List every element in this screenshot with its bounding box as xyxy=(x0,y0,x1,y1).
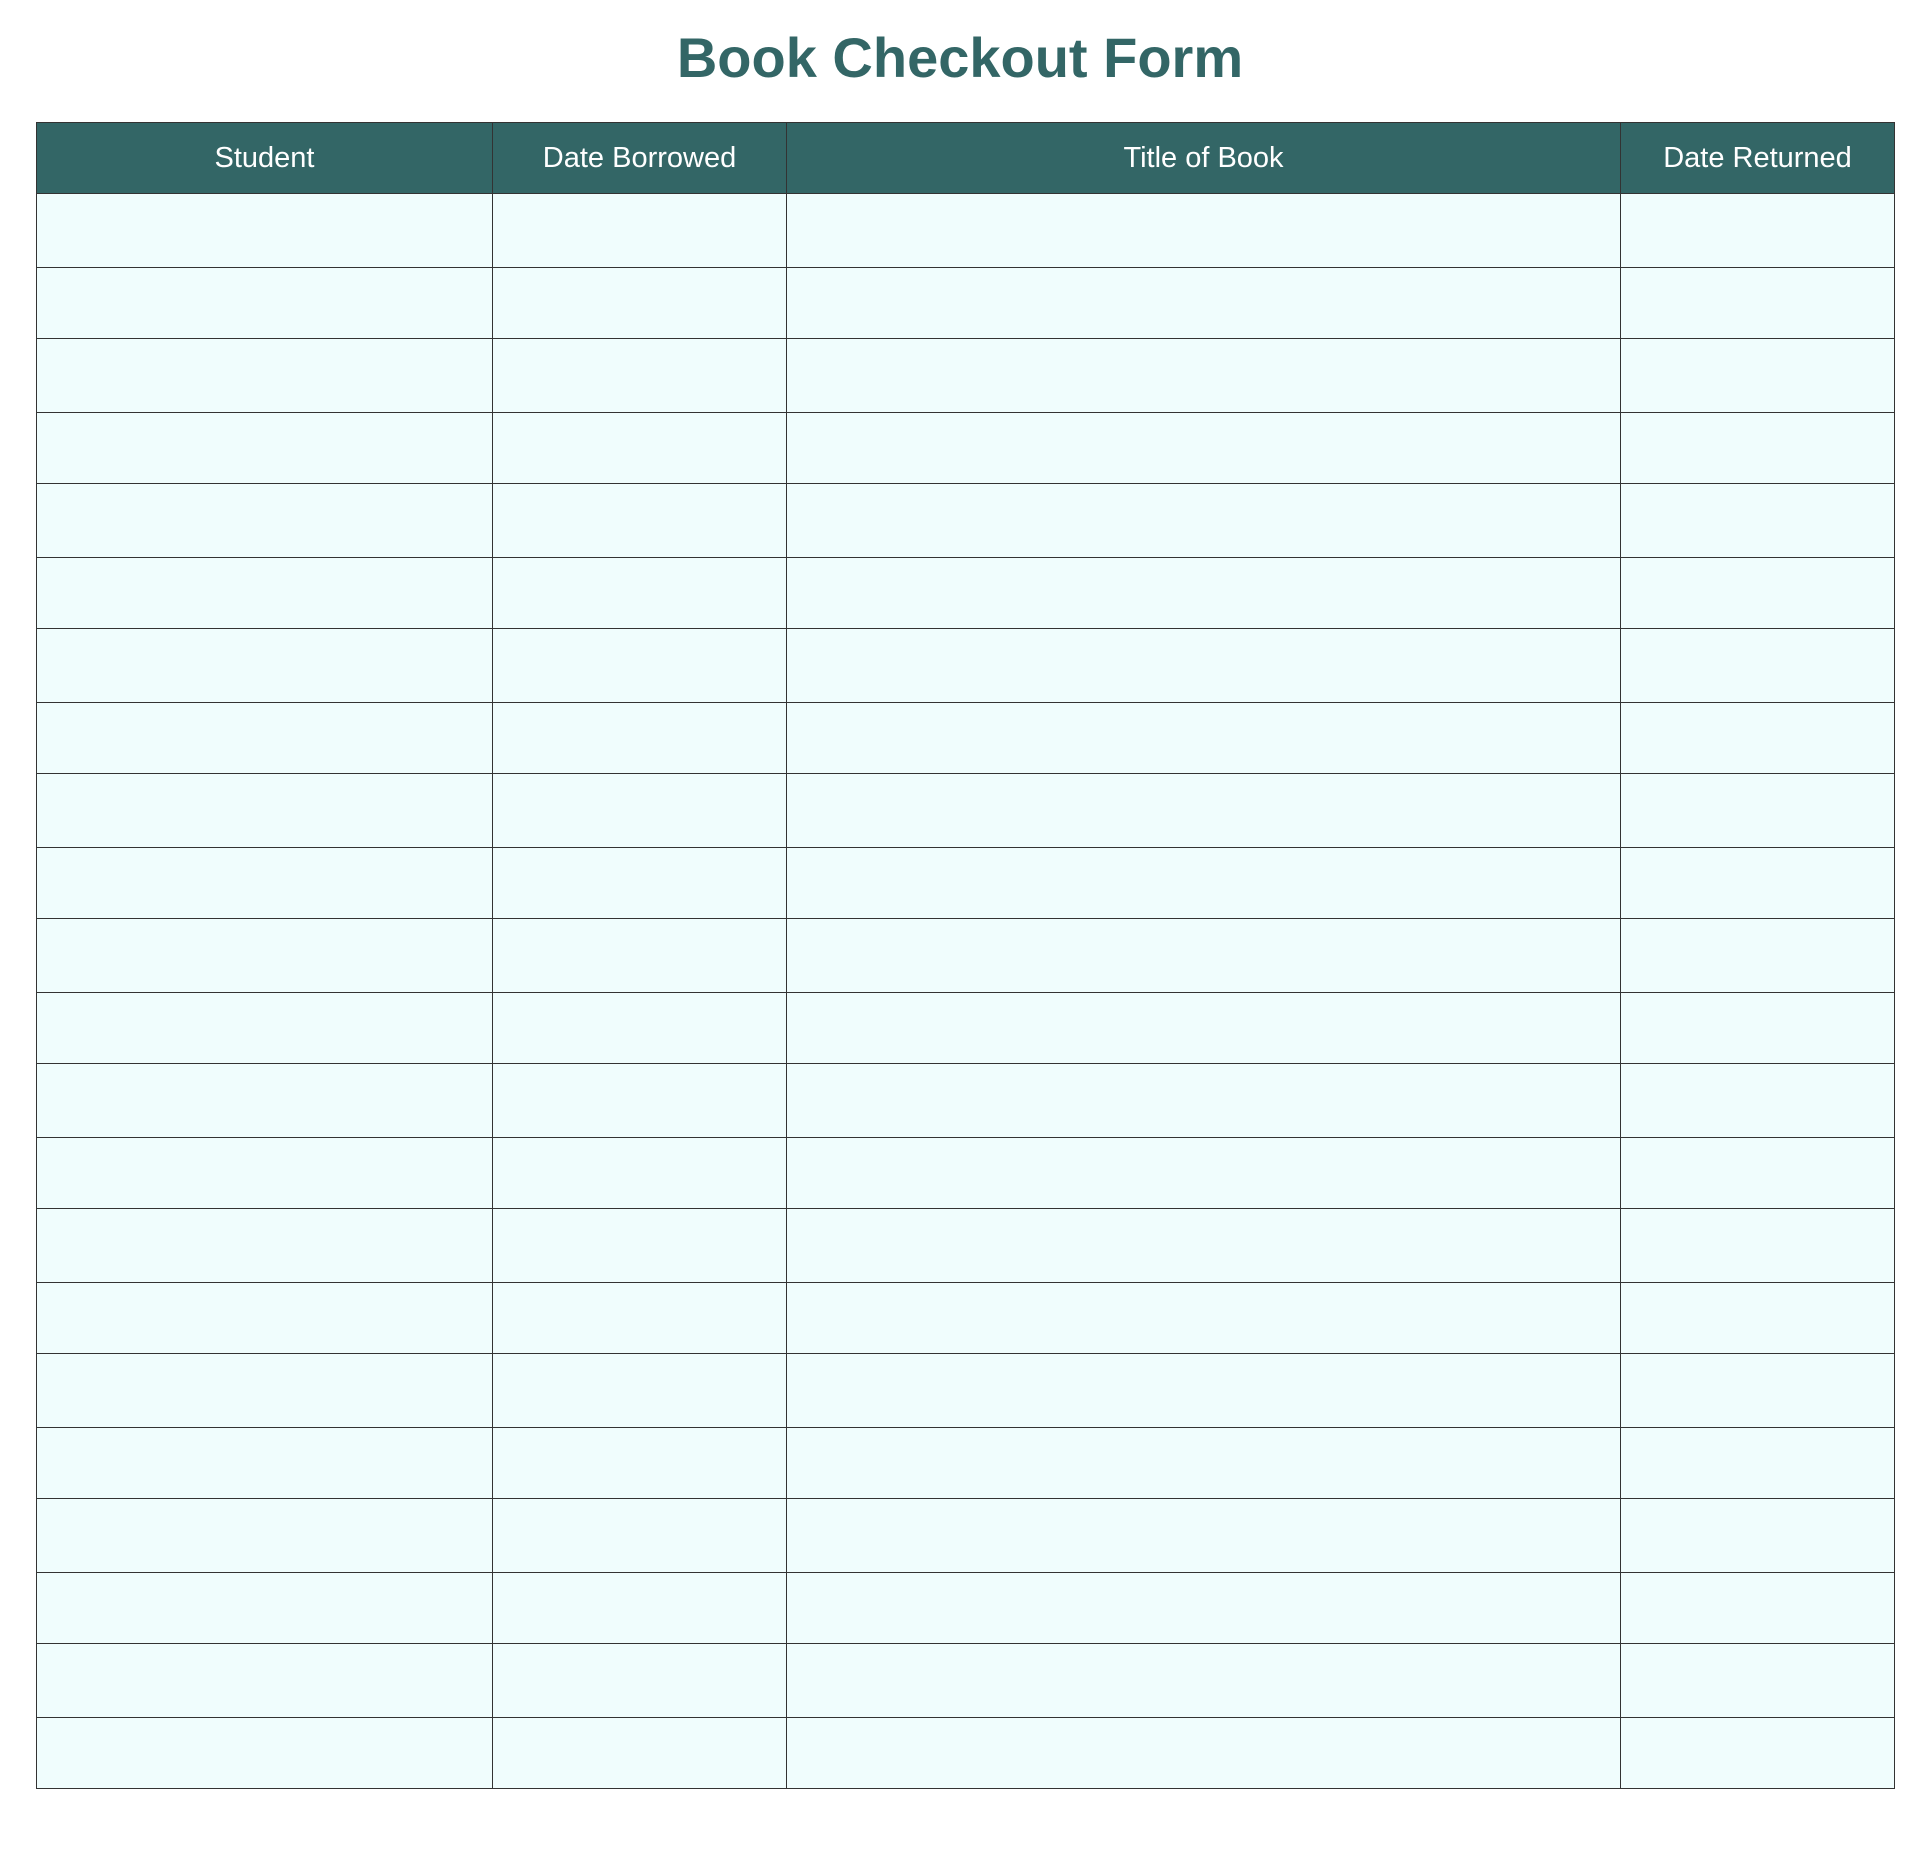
cell-date-borrowed[interactable] xyxy=(493,1573,787,1644)
cell-date-borrowed[interactable] xyxy=(493,774,787,848)
cell-student[interactable] xyxy=(37,1644,493,1718)
cell-date-borrowed[interactable] xyxy=(493,484,787,558)
cell-date-returned[interactable] xyxy=(1621,1354,1895,1428)
cell-student[interactable] xyxy=(37,1138,493,1209)
cell-date-returned[interactable] xyxy=(1621,774,1895,848)
cell-date-returned[interactable] xyxy=(1621,1644,1895,1718)
cell-date-borrowed[interactable] xyxy=(493,629,787,703)
cell-title-of-book[interactable] xyxy=(787,1354,1621,1428)
cell-student[interactable] xyxy=(37,1499,493,1573)
cell-student[interactable] xyxy=(37,703,493,774)
cell-date-returned[interactable] xyxy=(1621,558,1895,629)
cell-student[interactable] xyxy=(37,268,493,339)
cell-title-of-book[interactable] xyxy=(787,1644,1621,1718)
table-row xyxy=(37,703,1895,774)
cell-date-borrowed[interactable] xyxy=(493,268,787,339)
cell-student[interactable] xyxy=(37,1573,493,1644)
header-row xyxy=(37,123,1895,194)
cell-date-returned[interactable] xyxy=(1621,919,1895,993)
cell-date-borrowed[interactable] xyxy=(493,919,787,993)
cell-date-returned[interactable] xyxy=(1621,413,1895,484)
cell-title-of-book[interactable] xyxy=(787,993,1621,1064)
cell-date-borrowed[interactable] xyxy=(493,1283,787,1354)
checkout-table xyxy=(36,122,1895,1789)
cell-title-of-book[interactable] xyxy=(787,1138,1621,1209)
table-row xyxy=(37,268,1895,339)
cell-title-of-book[interactable] xyxy=(787,1283,1621,1354)
cell-date-borrowed[interactable] xyxy=(493,1644,787,1718)
table-row xyxy=(37,339,1895,413)
table-row xyxy=(37,1209,1895,1283)
table-row xyxy=(37,1718,1895,1789)
cell-date-returned[interactable] xyxy=(1621,1209,1895,1283)
cell-date-borrowed[interactable] xyxy=(493,1209,787,1283)
cell-date-borrowed[interactable] xyxy=(493,1499,787,1573)
cell-student[interactable] xyxy=(37,848,493,919)
cell-date-returned[interactable] xyxy=(1621,484,1895,558)
table-row xyxy=(37,558,1895,629)
cell-date-borrowed[interactable] xyxy=(493,993,787,1064)
cell-date-returned[interactable] xyxy=(1621,268,1895,339)
column-header-title-of-book: Title of Book xyxy=(787,123,1621,194)
cell-student[interactable] xyxy=(37,1354,493,1428)
cell-title-of-book[interactable] xyxy=(787,1573,1621,1644)
cell-date-returned[interactable] xyxy=(1621,339,1895,413)
cell-title-of-book[interactable] xyxy=(787,1499,1621,1573)
cell-title-of-book[interactable] xyxy=(787,413,1621,484)
cell-title-of-book[interactable] xyxy=(787,629,1621,703)
cell-date-returned[interactable] xyxy=(1621,1283,1895,1354)
cell-student[interactable] xyxy=(37,413,493,484)
cell-date-returned[interactable] xyxy=(1621,993,1895,1064)
cell-date-returned[interactable] xyxy=(1621,848,1895,919)
table-row xyxy=(37,919,1895,993)
cell-title-of-book[interactable] xyxy=(787,774,1621,848)
cell-date-returned[interactable] xyxy=(1621,1064,1895,1138)
cell-title-of-book[interactable] xyxy=(787,919,1621,993)
cell-date-returned[interactable] xyxy=(1621,1718,1895,1789)
table-row xyxy=(37,1283,1895,1354)
cell-title-of-book[interactable] xyxy=(787,268,1621,339)
table-row xyxy=(37,1354,1895,1428)
table-row xyxy=(37,1573,1895,1644)
table-row xyxy=(37,848,1895,919)
cell-date-borrowed[interactable] xyxy=(493,1138,787,1209)
cell-title-of-book[interactable] xyxy=(787,484,1621,558)
cell-student[interactable] xyxy=(37,1428,493,1499)
cell-date-borrowed[interactable] xyxy=(493,413,787,484)
column-header-student: Student xyxy=(37,123,493,194)
cell-date-borrowed[interactable] xyxy=(493,1718,787,1789)
cell-date-returned[interactable] xyxy=(1621,1138,1895,1209)
cell-date-returned[interactable] xyxy=(1621,194,1895,268)
cell-date-returned[interactable] xyxy=(1621,703,1895,774)
cell-student[interactable] xyxy=(37,919,493,993)
cell-title-of-book[interactable] xyxy=(787,194,1621,268)
cell-title-of-book[interactable] xyxy=(787,848,1621,919)
table-row xyxy=(37,774,1895,848)
cell-date-borrowed[interactable] xyxy=(493,194,787,268)
table-row xyxy=(37,1499,1895,1573)
table-row xyxy=(37,1064,1895,1138)
table-row xyxy=(37,1428,1895,1499)
table-body xyxy=(37,194,1895,1789)
cell-student[interactable] xyxy=(37,774,493,848)
page-title: Book Checkout Form xyxy=(676,26,1244,89)
cell-student[interactable] xyxy=(37,1718,493,1789)
column-header-date-returned: Date Returned xyxy=(1621,123,1895,194)
column-header-date-borrowed: Date Borrowed xyxy=(493,123,787,194)
cell-title-of-book[interactable] xyxy=(787,1718,1621,1789)
cell-student[interactable] xyxy=(37,1283,493,1354)
cell-title-of-book[interactable] xyxy=(787,1209,1621,1283)
table-row xyxy=(37,1138,1895,1209)
table-row xyxy=(37,629,1895,703)
cell-title-of-book[interactable] xyxy=(787,1064,1621,1138)
cell-date-borrowed[interactable] xyxy=(493,558,787,629)
cell-date-borrowed[interactable] xyxy=(493,1064,787,1138)
table-row xyxy=(37,993,1895,1064)
cell-student[interactable] xyxy=(37,1209,493,1283)
cell-date-borrowed[interactable] xyxy=(493,848,787,919)
cell-title-of-book[interactable] xyxy=(787,703,1621,774)
cell-title-of-book[interactable] xyxy=(787,339,1621,413)
cell-student[interactable] xyxy=(37,993,493,1064)
cell-student[interactable] xyxy=(37,194,493,268)
cell-student[interactable] xyxy=(37,484,493,558)
cell-title-of-book[interactable] xyxy=(787,1428,1621,1499)
table-row xyxy=(37,194,1895,268)
cell-date-borrowed[interactable] xyxy=(493,1354,787,1428)
cell-date-borrowed[interactable] xyxy=(493,1428,787,1499)
cell-student[interactable] xyxy=(37,1064,493,1138)
cell-date-returned[interactable] xyxy=(1621,1499,1895,1573)
table-row xyxy=(37,1644,1895,1718)
cell-student[interactable] xyxy=(37,339,493,413)
table-row xyxy=(37,484,1895,558)
cell-date-returned[interactable] xyxy=(1621,629,1895,703)
cell-date-returned[interactable] xyxy=(1621,1428,1895,1499)
table-row xyxy=(37,413,1895,484)
cell-student[interactable] xyxy=(37,558,493,629)
cell-date-returned[interactable] xyxy=(1621,1573,1895,1644)
cell-student[interactable] xyxy=(37,629,493,703)
cell-date-borrowed[interactable] xyxy=(493,703,787,774)
cell-title-of-book[interactable] xyxy=(787,558,1621,629)
cell-date-borrowed[interactable] xyxy=(493,339,787,413)
